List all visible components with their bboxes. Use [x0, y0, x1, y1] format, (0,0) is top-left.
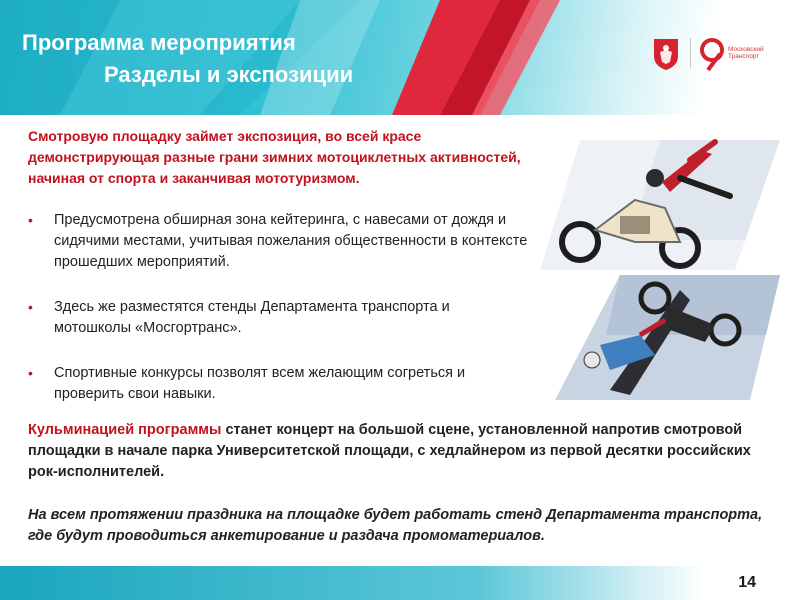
list-item	[28, 210, 528, 273]
moscow-coat-of-arms-icon	[648, 36, 684, 72]
stand-info-paragraph: На всем протяжении праздника на площадке будет работать стенд Департамента транспорта, где будут проводиться анкетирование и раздача промоматериалов.	[28, 507, 763, 544]
culmination-highlight: Кульминацией программы	[28, 422, 222, 438]
footer-band	[0, 566, 800, 600]
list-item	[28, 297, 528, 339]
culmination-paragraph	[28, 420, 768, 483]
transport-logo-label	[728, 46, 764, 60]
bullet-list	[28, 210, 528, 405]
logo-divider	[690, 38, 691, 68]
page-title: Программа мероприятия	[22, 30, 296, 55]
logos	[648, 36, 788, 72]
bullet-dot-icon: •	[28, 299, 33, 315]
bullet-dot-icon: •	[28, 365, 33, 381]
list-item	[28, 363, 528, 405]
lead-paragraph: Смотровую площадку займет экспозиция, во всей красе демонстрирующая разные грани зимних мотоциклетных активностей, начиная от спорта и заканчивая мототуризмом.	[28, 128, 521, 186]
transport-logo-line1: Московский	[728, 46, 764, 53]
page-number: 14	[738, 574, 756, 591]
transport-logo-line2: Транспорт	[728, 53, 760, 60]
culmination-text: станет концерт на большой сцене, установленной напротив смотровой площадки в начале парка Университетской площади, с хедлайнером из первой десятки российских рок-исполнителей.	[28, 422, 751, 480]
motocross-jump-photo	[540, 140, 780, 270]
header-banner	[0, 0, 800, 115]
motorcycle-photos	[540, 130, 780, 400]
bullet-dot-icon: •	[28, 212, 33, 228]
freestyle-motocross-photo	[555, 275, 780, 400]
bullet-text: Здесь же разместятся стенды Департамента транспорта и мотошколы «Мосгортранс».	[54, 299, 450, 336]
bullet-text: Спортивные конкурсы позволят всем желающим согреться и проверить свои навыки.	[54, 365, 466, 402]
page-subtitle: Разделы и экспозиции	[104, 62, 354, 87]
bullet-text: Предусмотрена обширная зона кейтеринга, с навесами от дождя и сидячими местами, учитывая пожелания общественности в контексте прошедших мероприятий.	[54, 212, 528, 270]
